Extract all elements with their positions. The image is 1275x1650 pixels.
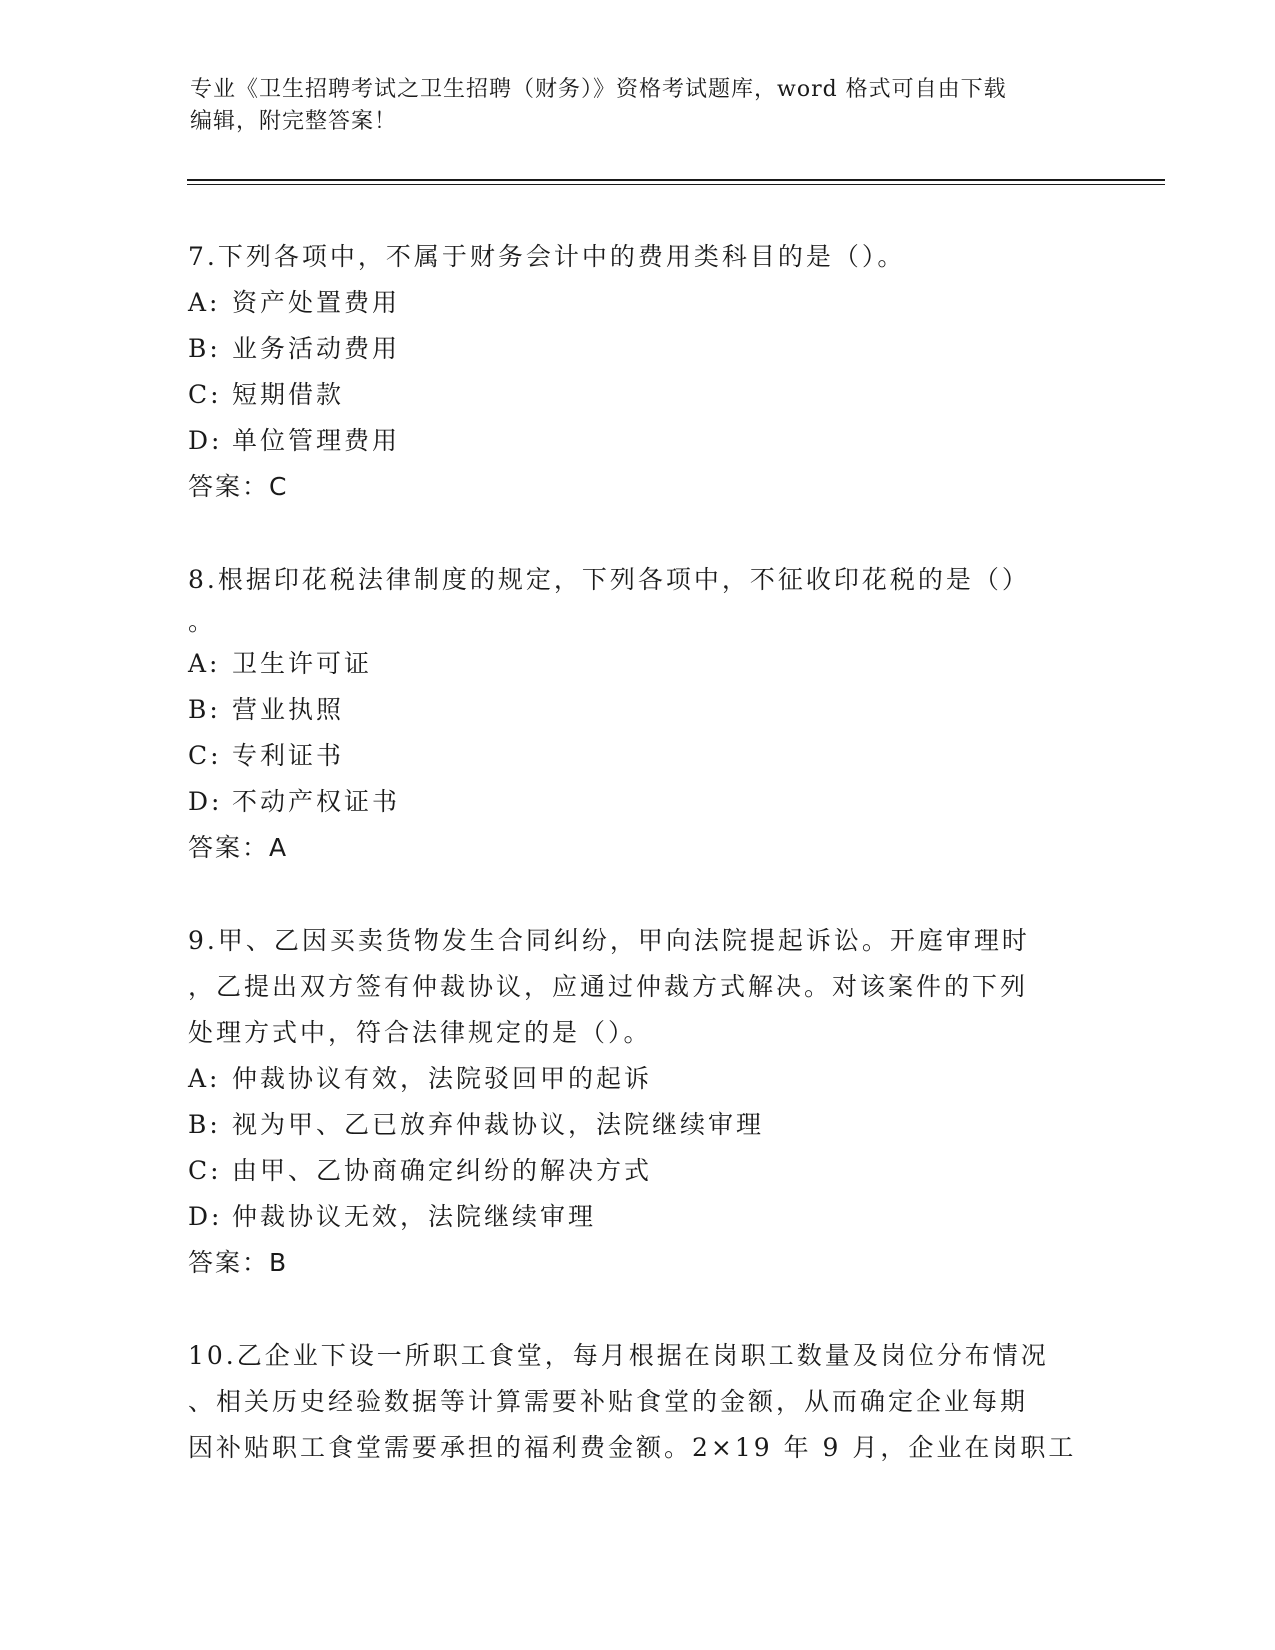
option-a [188,280,1088,326]
question-10 [188,1333,1088,1471]
document-header [190,74,1090,138]
question-text: 8.根据印花税法律制度的规定，下列各项中，不征收印花税的是（） [188,565,1030,594]
option-d [188,779,1088,825]
option-a [188,641,1088,687]
option-d [188,418,1088,464]
question-text: 处理方式中，符合法律规定的是（）。 [188,1018,652,1047]
option-b [188,687,1088,733]
question-list [188,234,1088,1518]
option-text: 仲裁协议无效，法院继续审理 [232,1202,597,1231]
question-text: 因补贴职工食堂需要承担的福利费金额。2×19 年 9 月，企业在岗职工 [188,1433,1077,1462]
header-divider-thin [187,184,1165,185]
answer-label: 答案：A [188,833,289,862]
option-key: D: [188,787,223,816]
header-line-2: 编辑，附完整答案！ [190,109,398,134]
header-divider [187,179,1165,181]
option-text: 卫生许可证 [232,649,373,678]
option-text: 营业执照 [232,695,345,724]
option-key: D: [188,426,223,455]
question-text: 7.下列各项中，不属于财务会计中的费用类科目的是（）。 [188,242,906,271]
option-key: B: [188,1110,221,1139]
answer-label: 答案：B [188,1248,289,1277]
option-key: C: [188,380,222,409]
question-text: 10.乙企业下设一所职工食堂，每月根据在岗职工数量及岗位分布情况 [188,1341,1049,1370]
option-text: 专利证书 [232,741,345,770]
question-8 [188,557,1088,871]
option-d [188,1194,1088,1240]
question-text: 、相关历史经验数据等计算需要补贴食堂的金额，从而确定企业每期 [188,1387,1029,1416]
option-b [188,1102,1088,1148]
option-c [188,372,1088,418]
option-key: C: [188,741,222,770]
option-key: A: [188,649,221,678]
option-text: 业务活动费用 [232,334,401,363]
question-9 [188,918,1088,1286]
question-text: 。 [188,607,217,636]
option-a [188,1056,1088,1102]
question-text: 9.甲、乙因买卖货物发生合同纠纷，甲向法院提起诉讼。开庭审理时 [188,926,1030,955]
option-key: A: [188,1064,221,1093]
option-text: 资产处置费用 [232,288,401,317]
option-text: 不动产权证书 [232,787,401,816]
option-key: D: [188,1202,223,1231]
option-key: B: [188,334,221,363]
option-key: A: [188,288,221,317]
option-key: C: [188,1156,222,1185]
option-text: 短期借款 [232,380,345,409]
option-text: 视为甲、乙已放弃仲裁协议，法院继续审理 [232,1110,765,1139]
option-text: 由甲、乙协商确定纠纷的解决方式 [232,1156,653,1185]
option-key: B: [188,695,221,724]
option-text: 仲裁协议有效，法院驳回甲的起诉 [232,1064,653,1093]
answer-label: 答案：C [188,472,289,501]
option-c [188,733,1088,779]
option-b [188,326,1088,372]
question-7 [188,234,1088,510]
header-line-1: 专业《卫生招聘考试之卫生招聘（财务）》资格考试题库，word 格式可自由下载 [190,77,1007,102]
option-text: 单位管理费用 [232,426,401,455]
question-text: ，乙提出双方签有仲裁协议，应通过仲裁方式解决。对该案件的下列 [188,972,1029,1001]
option-c [188,1148,1088,1194]
